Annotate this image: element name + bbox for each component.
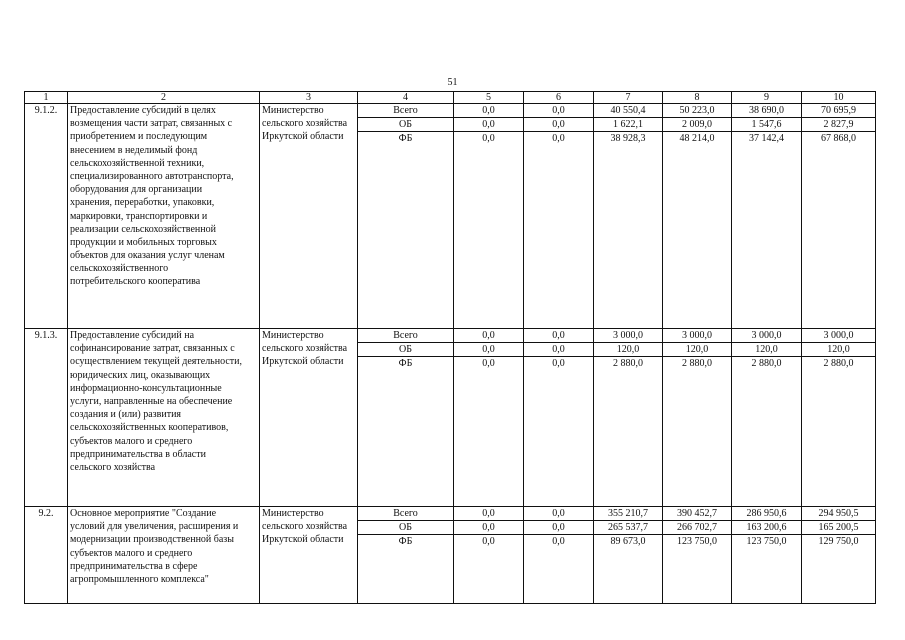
- value-col-10-line: 3 000,0: [802, 329, 875, 343]
- measure-title-line: субъектов малого и среднего: [70, 547, 193, 559]
- row-number: 9.1.2.: [25, 104, 68, 329]
- funding-source-line: ОБ: [358, 118, 453, 132]
- value-col-6-line: 0,0: [552, 536, 565, 548]
- value-col-7: [594, 329, 663, 507]
- measure-title-line: предпринимательства в области: [70, 448, 206, 460]
- budget-table: [24, 91, 876, 604]
- value-col-7-line: 40 550,4: [594, 104, 662, 118]
- measure-title-line: агропромышленного комплекса": [70, 573, 209, 585]
- measure-title-line: Предоставление субсидий на: [70, 330, 195, 341]
- value-col-10-line: 294 950,5: [802, 507, 875, 521]
- value-col-8: [663, 104, 732, 329]
- value-col-9: [732, 104, 802, 329]
- measure-title-line: хранения, переработки, упаковки,: [70, 197, 215, 209]
- value-col-8-line: 123 750,0: [677, 536, 717, 548]
- measure-title-line: приобретением и последующим: [70, 131, 208, 143]
- measure-title-line: Предоставление субсидий в целях: [70, 105, 216, 116]
- funding-source: [358, 329, 454, 507]
- executor: [260, 507, 358, 604]
- executor-line: Министерство: [262, 105, 324, 116]
- funding-source-line: Всего: [358, 507, 453, 521]
- header-cell: 8: [663, 92, 732, 104]
- value-col-8: [663, 507, 732, 604]
- header-cell: 9: [732, 92, 802, 104]
- measure-title-line: создания и (или) развития: [70, 409, 182, 421]
- value-col-7-line: 89 673,0: [610, 536, 646, 548]
- value-col-6-line: 0,0: [524, 507, 593, 521]
- value-col-8-line: 266 702,7: [663, 521, 731, 535]
- value-col-5-line: 0,0: [454, 118, 523, 132]
- value-col-7-line: 1 622,1: [594, 118, 662, 132]
- value-col-8-line: 2 880,0: [682, 358, 712, 370]
- value-col-10: [802, 507, 876, 604]
- value-col-8-line: 48 214,0: [679, 133, 715, 145]
- value-col-5-line: 0,0: [454, 507, 523, 521]
- value-col-6: [524, 329, 594, 507]
- value-col-8-line: 3 000,0: [663, 329, 731, 343]
- value-col-10-line: 165 200,5: [802, 521, 875, 535]
- measure-title-line: реализации сельскохозяйственной: [70, 223, 216, 235]
- header-cell: 2: [68, 92, 260, 104]
- value-col-10: [802, 104, 876, 329]
- value-col-7: [594, 507, 663, 604]
- funding-source-line: ОБ: [358, 521, 453, 535]
- header-cell: 7: [594, 92, 663, 104]
- executor-line: Министерство: [262, 508, 324, 519]
- measure-title-line: предпринимательства в сфере: [70, 560, 198, 572]
- funding-source-line: Всего: [358, 329, 453, 343]
- value-col-5-line: 0,0: [454, 343, 523, 357]
- value-col-7-line: 3 000,0: [594, 329, 662, 343]
- row-number: 9.1.3.: [25, 329, 68, 507]
- row-number: 9.2.: [25, 507, 68, 604]
- header-cell: 6: [524, 92, 594, 104]
- measure-title-line: сельского хозяйства: [70, 461, 156, 473]
- executor: [260, 329, 358, 507]
- measure-title-line: объектов для оказания услуг членам: [70, 250, 225, 262]
- executor-line: Иркутской области: [262, 534, 344, 546]
- measure-title-line: возмещения части затрат, связанных с: [70, 118, 233, 130]
- value-col-6-line: 0,0: [524, 521, 593, 535]
- value-col-10-line: 67 868,0: [821, 133, 856, 145]
- measure-title-line: маркировки, транспортировки и: [70, 210, 208, 222]
- value-col-6-line: 0,0: [524, 343, 593, 357]
- value-col-9-line: 120,0: [732, 343, 801, 357]
- value-col-9-line: 37 142,4: [749, 133, 784, 145]
- measure-title-line: сельскохозяйственных кооперативов,: [70, 422, 229, 434]
- executor-line: Министерство: [262, 330, 324, 341]
- executor: [260, 104, 358, 329]
- value-col-7-line: 38 928,3: [610, 133, 646, 145]
- header-cell: 3: [260, 92, 358, 104]
- executor-line: сельского хозяйства: [262, 521, 348, 533]
- measure-title-line: юридических лиц, оказывающих: [70, 369, 211, 381]
- measure-title-line: специализированного автотранспорта,: [70, 170, 234, 182]
- value-col-5: [454, 104, 524, 329]
- table-row: [25, 507, 876, 604]
- value-col-8: [663, 329, 732, 507]
- value-col-5: [454, 329, 524, 507]
- value-col-10-line: 70 695,9: [802, 104, 875, 118]
- value-col-5-line: 0,0: [454, 329, 523, 343]
- executor-line: сельского хозяйства: [262, 343, 348, 355]
- executor-line: Иркутской области: [262, 131, 344, 143]
- value-col-8-line: 2 009,0: [663, 118, 731, 132]
- value-col-6-line: 0,0: [524, 118, 593, 132]
- header-cell: 10: [802, 92, 876, 104]
- value-col-7-line: 120,0: [594, 343, 662, 357]
- header-cell: 4: [358, 92, 454, 104]
- value-col-10-line: 2 880,0: [823, 358, 854, 370]
- measure-title-line: информационно-консультационные: [70, 382, 222, 394]
- value-col-7-line: 355 210,7: [594, 507, 662, 521]
- value-col-9-line: 3 000,0: [732, 329, 801, 343]
- value-col-9-line: 163 200,6: [732, 521, 801, 535]
- value-col-5-line: 0,0: [454, 104, 523, 118]
- header-cell: 1: [25, 92, 68, 104]
- page-number: 51: [447, 77, 458, 88]
- measure-title: [68, 104, 260, 329]
- value-col-9-line: 2 880,0: [751, 358, 782, 370]
- value-col-9-line: 1 547,6: [732, 118, 801, 132]
- executor-line: Иркутской области: [262, 356, 344, 368]
- value-col-8-line: 390 452,7: [663, 507, 731, 521]
- value-col-10: [802, 329, 876, 507]
- value-col-9-line: 286 950,6: [732, 507, 801, 521]
- value-col-6: [524, 507, 594, 604]
- header-row: [25, 92, 876, 104]
- value-col-6-line: 0,0: [524, 329, 593, 343]
- value-col-6: [524, 104, 594, 329]
- funding-source: [358, 507, 454, 604]
- table-row: [25, 104, 876, 329]
- measure-title-line: оборудования для организации: [70, 184, 203, 196]
- value-col-9-line: 123 750,0: [746, 536, 787, 548]
- value-col-9-line: 38 690,0: [732, 104, 801, 118]
- measure-title: [68, 329, 260, 507]
- value-col-5-line: 0,0: [454, 521, 523, 535]
- funding-source-line: Всего: [358, 104, 453, 118]
- measure-title-line: условий для увеличения, расширения и: [70, 521, 239, 533]
- value-col-10-line: 2 827,9: [802, 118, 875, 132]
- measure-title-line: потребительского кооператива: [70, 276, 201, 288]
- measure-title-line: Основное мероприятие "Создание: [70, 508, 217, 519]
- measure-title-line: осуществлением текущей деятельности,: [70, 356, 243, 368]
- measure-title-line: продукции и мобильных торговых: [70, 236, 217, 248]
- value-col-9: [732, 329, 802, 507]
- funding-source: [358, 104, 454, 329]
- table-row: [25, 329, 876, 507]
- value-col-6-line: 0,0: [552, 133, 565, 145]
- value-col-8-line: 120,0: [663, 343, 731, 357]
- funding-source-line: ФБ: [398, 536, 413, 548]
- measure-title-line: услуги, направленные на обеспечение: [70, 395, 233, 407]
- measure-title-line: субъектов малого и среднего: [70, 435, 193, 447]
- funding-source-line: ФБ: [398, 358, 413, 370]
- value-col-7-line: 2 880,0: [613, 358, 643, 370]
- value-col-6-line: 0,0: [552, 358, 565, 370]
- value-col-9: [732, 507, 802, 604]
- value-col-10-line: 129 750,0: [818, 536, 859, 548]
- value-col-5-line: 0,0: [482, 536, 495, 548]
- value-col-5-line: 0,0: [482, 358, 495, 370]
- measure-title: [68, 507, 260, 604]
- value-col-5-line: 0,0: [482, 133, 495, 145]
- measure-title-line: сельскохозяйственного: [70, 263, 169, 275]
- funding-source-line: ФБ: [398, 133, 413, 145]
- value-col-10-line: 120,0: [802, 343, 875, 357]
- measure-title-line: сельскохозяйственной техники,: [70, 157, 205, 169]
- measure-title-line: внесением в неделимый фонд: [70, 144, 198, 156]
- value-col-8-line: 50 223,0: [663, 104, 731, 118]
- header-cell: 5: [454, 92, 524, 104]
- executor-line: сельского хозяйства: [262, 118, 348, 130]
- measure-title-line: модернизации производственной базы: [70, 534, 234, 546]
- measure-title-line: софинансирование затрат, связанных с: [70, 343, 235, 355]
- value-col-7-line: 265 537,7: [594, 521, 662, 535]
- funding-source-line: ОБ: [358, 343, 453, 357]
- value-col-7: [594, 104, 663, 329]
- value-col-5: [454, 507, 524, 604]
- value-col-6-line: 0,0: [524, 104, 593, 118]
